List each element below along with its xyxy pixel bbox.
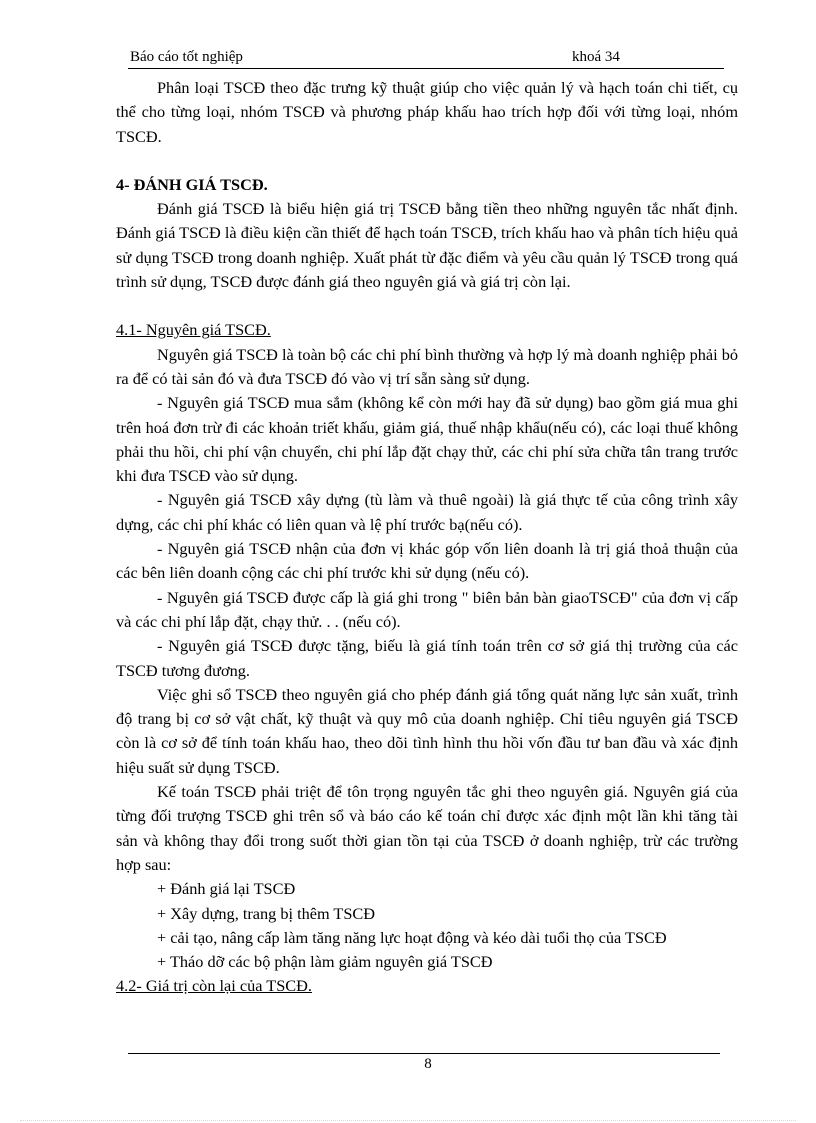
list-item: + Xây dựng, trang bị thêm TSCĐ — [157, 903, 376, 923]
paragraph: Kế toán TSCĐ phải triệt để tôn trọng nguyên tắc ghi theo nguyên giá. Nguyên giá của từng đối trượng TSCĐ ghi trên sổ và báo cáo kế toán chỉ được xác định một lần khi tăng tài sản và không thay đổi trong suốt thời gian tồn tại của TSCĐ ở doanh nghiệp, trừ các trường hợp sau: — [116, 782, 738, 874]
paragraph: Nguyên giá TSCĐ là toàn bộ các chi phí bình thường và hợp lý mà doanh nghiệp phải bỏ ra để có tài sản đó và đưa TSCĐ đó vào vị trí sẵn sàng sử dụng. — [116, 344, 739, 388]
page-header — [128, 48, 724, 69]
paragraph: - Nguyên giá TSCĐ được cấp là giá ghi trong " biên bản bàn giaoTSCĐ" của đơn vị cấp và các chi phí lắp đặt, chạy thử. . . (nếu có). — [116, 587, 738, 631]
paragraph: Phân loại TSCĐ theo đặc trưng kỹ thuật giúp cho việc quản lý và hạch toán chi tiết, cụ thể cho từng loại, nhóm TSCĐ và phương pháp khấu hao trích hợp đối với từng loại, nhóm TSCĐ. — [116, 78, 738, 146]
list-item: + Đánh giá lại TSCĐ — [157, 879, 296, 899]
paragraph: Việc ghi sổ TSCĐ theo nguyên giá cho phép đánh giá tổng quát năng lực sản xuất, trình độ trang bị cơ sở vật chất, kỹ thuật và quy mô của doanh nghiệp. Chỉ tiêu nguyên giá TSCĐ còn là cơ sở để tính toán khấu hao, theo dõi tình hình thu hồi vốn đầu tư ban đầu và xác định hiệu suất sử dụng TSCĐ. — [116, 684, 738, 777]
header-course: khoá 34 — [572, 49, 620, 65]
list-item: + cải tạo, nâng cấp làm tăng năng lực hoạt động và kéo dài tuổi thọ của TSCĐ — [157, 927, 667, 947]
paragraph: - Nguyên giá TSCĐ nhận của đơn vị khác góp vốn liên doanh là trị giá thoả thuận của các bên liên doanh cộng các chi phí trước khi sử dụng (nếu có). — [116, 539, 738, 583]
subsection-heading: 4.2- Giá trị còn lại của TSCĐ. — [116, 976, 312, 996]
section-heading: 4- ĐÁNH GIÁ TSCĐ. — [116, 174, 268, 194]
subsection-heading: 4.1- Nguyên giá TSCĐ. — [116, 320, 271, 340]
header-report-title: Báo cáo tốt nghiệp — [130, 49, 243, 65]
paragraph: - Nguyên giá TSCĐ xây dựng (tù làm và thuê ngoài) là giá thực tế của công trình xây dựng, các chi phí khác có liên quan và lệ phí trước bạ(nếu có). — [116, 490, 738, 534]
document-body — [116, 76, 738, 999]
paragraph: - Nguyên giá TSCĐ mua sắm (không kể còn mới hay đã sử dụng) bao gồm giá mua ghi trên hoá đơn trừ đi các khoản triết khấu, giảm giá, thuế nhập khẩu(nếu có), các loại thuế không phải thu hồi, chi phí vận chuyển, chi phí lắp đặt chạy thử, các chi phí sửa chữa tân trang trước khi đưa TSCĐ vào sử dụng. — [116, 393, 738, 486]
page-number: 8 — [424, 1056, 432, 1072]
page-edge-divider — [20, 1120, 796, 1121]
paragraph: Đánh giá TSCĐ là biểu hiện giá trị TSCĐ bằng tiền theo những nguyên tắc nhất định. Đánh giá TSCĐ là điều kiện cần thiết để hạch toán TSCĐ, trích khấu hao và phân tích hiệu quả sử dụng TSCĐ trong doanh nghiệp. Xuất phát từ đặc điểm và yêu cầu quản lý TSCĐ trong quá trình sử dụng, TSCĐ được đánh giá theo nguyên giá và giá trị còn lại. — [116, 199, 738, 292]
list-item: + Tháo dỡ các bộ phận làm giảm nguyên giá TSCĐ — [157, 952, 493, 972]
paragraph: - Nguyên giá TSCĐ được tặng, biếu là giá tính toán trên cơ sở giá thị trường của các TSCĐ tương đương. — [116, 636, 738, 680]
footer-rule — [128, 1053, 720, 1054]
